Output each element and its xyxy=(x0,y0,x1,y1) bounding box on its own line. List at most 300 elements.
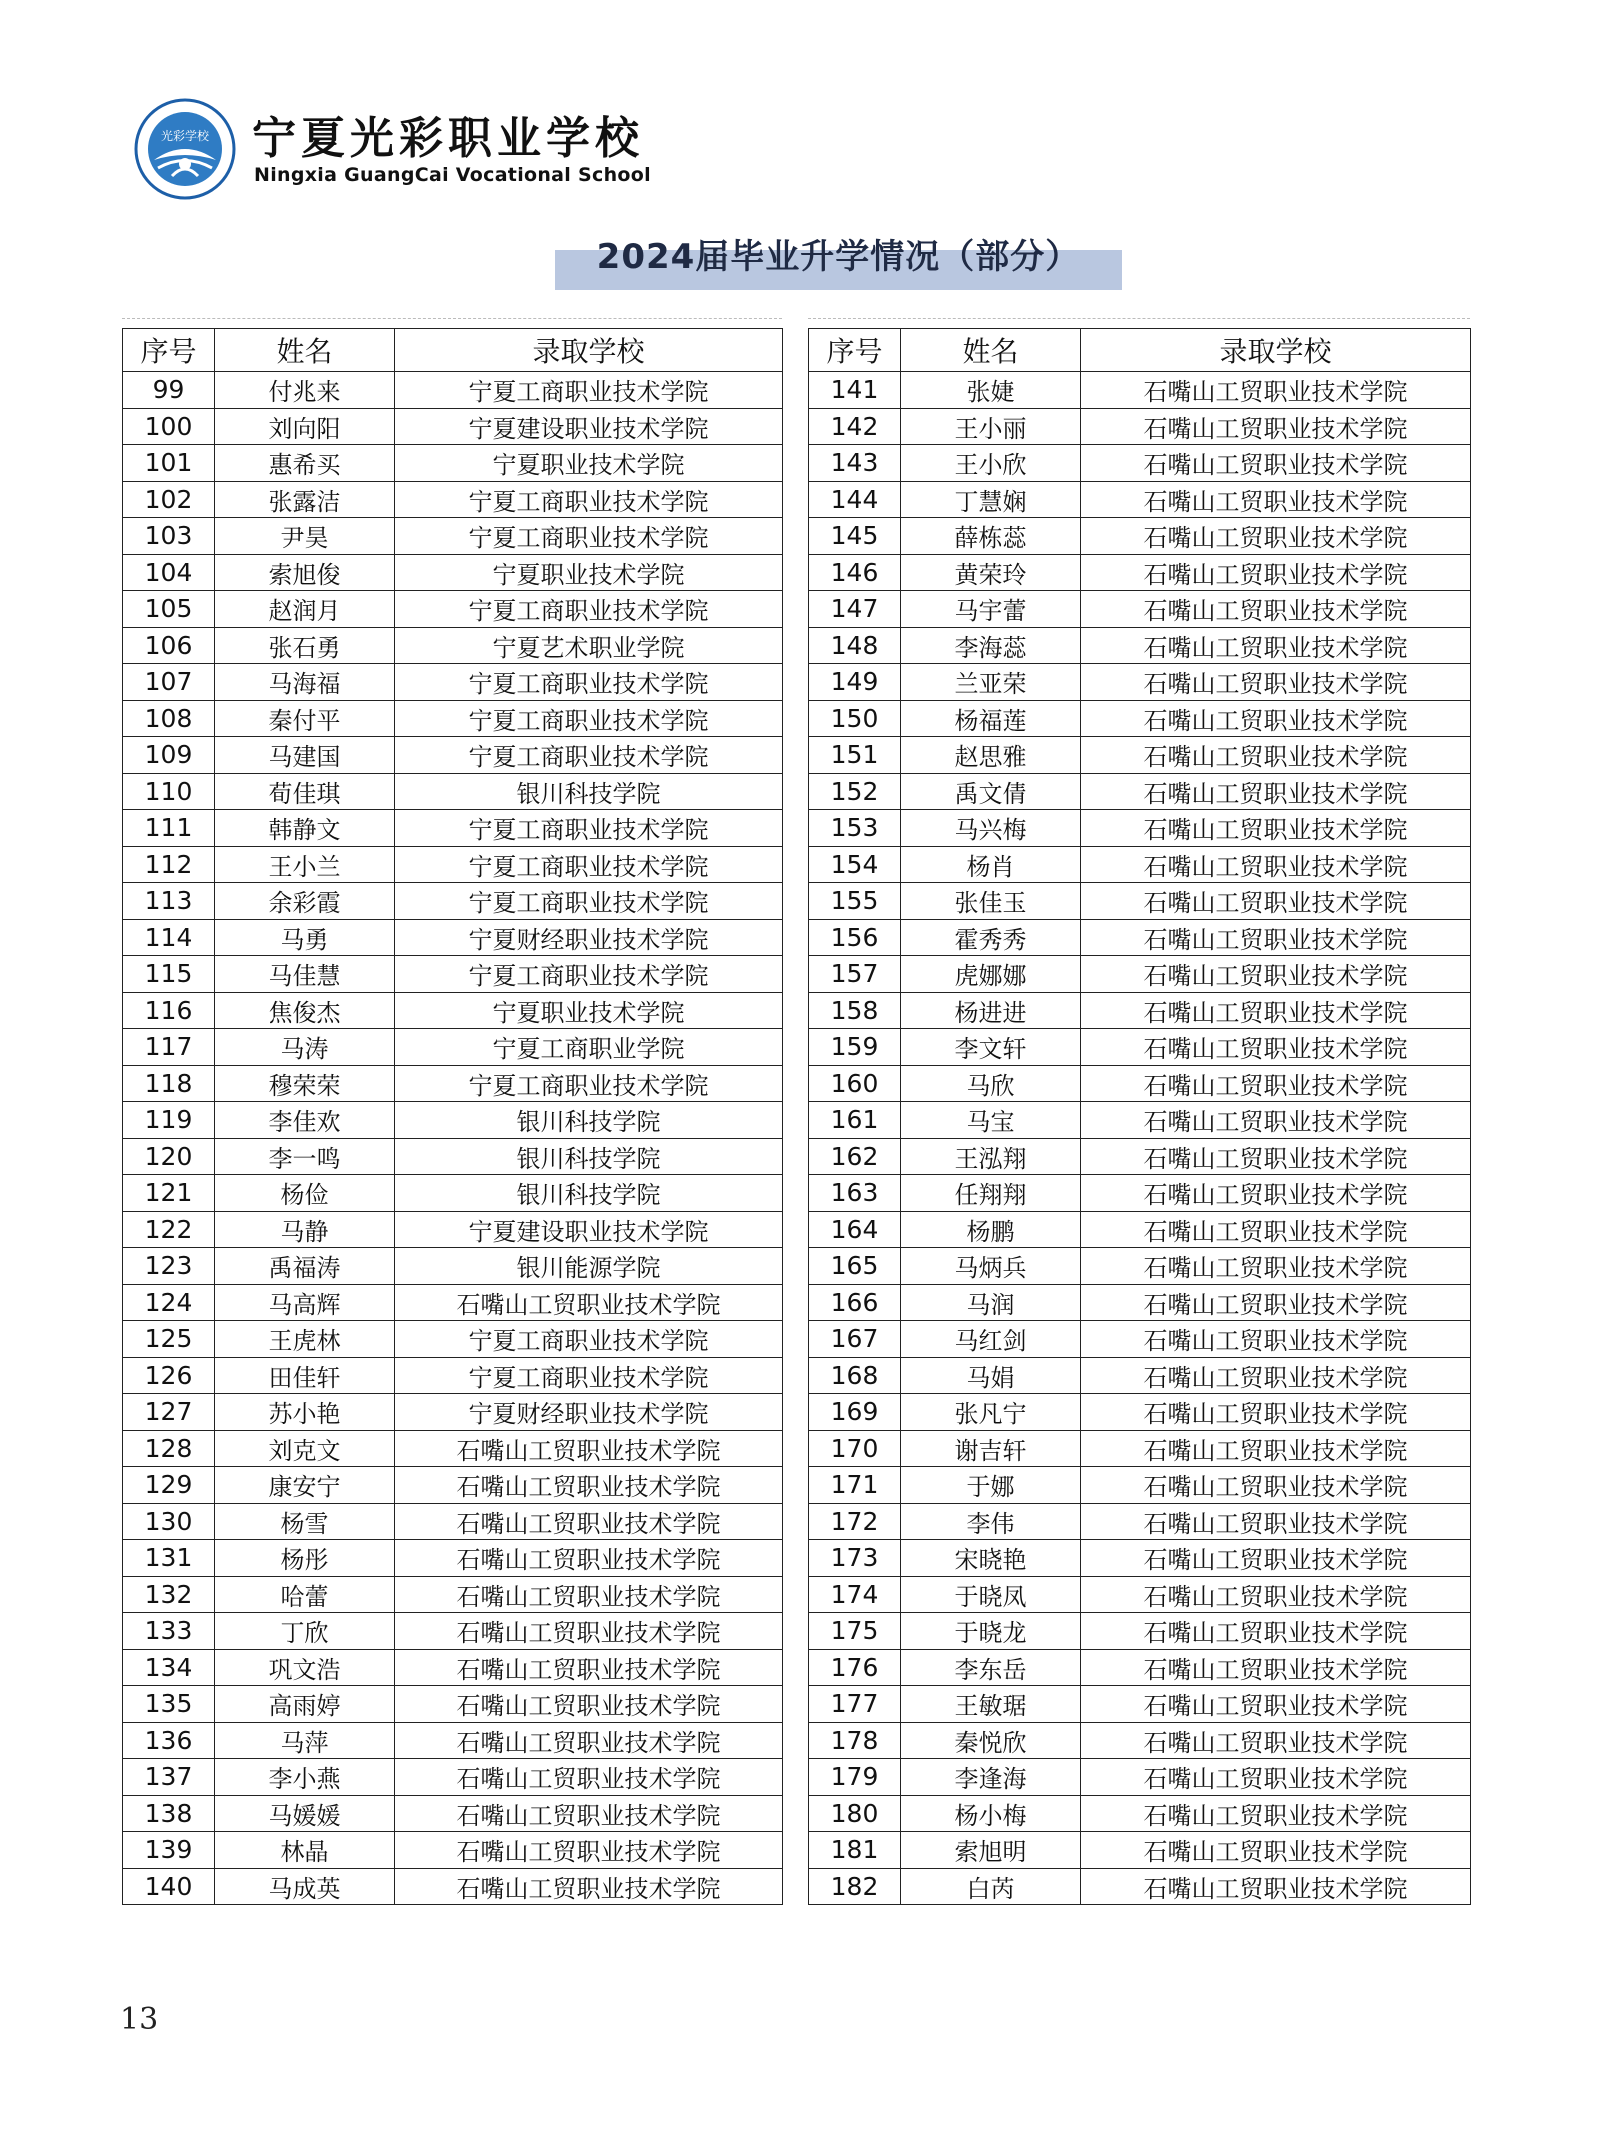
cell-name: 王敏琚 xyxy=(901,1686,1081,1723)
table-row xyxy=(809,1795,1471,1832)
cell-name: 索旭俊 xyxy=(215,554,395,591)
table-row xyxy=(809,1868,1471,1905)
cell-index: 178 xyxy=(809,1722,901,1759)
cell-school: 石嘴山工贸职业技术学院 xyxy=(1081,1576,1471,1613)
cell-index: 121 xyxy=(123,1175,215,1212)
table-row xyxy=(123,1576,783,1613)
table-row xyxy=(123,956,783,993)
cell-name: 荀佳琪 xyxy=(215,773,395,810)
cell-name: 杨福莲 xyxy=(901,700,1081,737)
table-row xyxy=(809,664,1471,701)
cell-index: 131 xyxy=(123,1540,215,1577)
cell-school: 石嘴山工贸职业技术学院 xyxy=(1081,810,1471,847)
cell-name: 杨鹏 xyxy=(901,1211,1081,1248)
table-row xyxy=(809,1029,1471,1066)
cell-index: 174 xyxy=(809,1576,901,1613)
table-row xyxy=(123,664,783,701)
table-row xyxy=(123,1832,783,1869)
table-row xyxy=(123,919,783,956)
cell-index: 137 xyxy=(123,1759,215,1796)
cell-index: 107 xyxy=(123,664,215,701)
cell-index: 118 xyxy=(123,1065,215,1102)
cell-index: 156 xyxy=(809,919,901,956)
table-row xyxy=(123,1284,783,1321)
cell-school: 石嘴山工贸职业技术学院 xyxy=(1081,591,1471,628)
cell-school: 石嘴山工贸职业技术学院 xyxy=(1081,773,1471,810)
cell-index: 133 xyxy=(123,1613,215,1650)
cell-school: 石嘴山工贸职业技术学院 xyxy=(395,1686,783,1723)
table-header-row xyxy=(123,329,783,372)
cell-school: 宁夏工商职业技术学院 xyxy=(395,481,783,518)
cell-index: 129 xyxy=(123,1467,215,1504)
cell-name: 哈蕾 xyxy=(215,1576,395,1613)
table-row xyxy=(809,1686,1471,1723)
cell-school: 宁夏工商职业技术学院 xyxy=(395,664,783,701)
table-row xyxy=(123,883,783,920)
cell-name: 马兴梅 xyxy=(901,810,1081,847)
cell-index: 165 xyxy=(809,1248,901,1285)
cell-name: 李小燕 xyxy=(215,1759,395,1796)
cell-name: 王小欣 xyxy=(901,445,1081,482)
cell-school: 石嘴山工贸职业技术学院 xyxy=(1081,1759,1471,1796)
cell-index: 146 xyxy=(809,554,901,591)
cell-name: 杨雪 xyxy=(215,1503,395,1540)
cell-name: 赵思雅 xyxy=(901,737,1081,774)
cell-name: 马勇 xyxy=(215,919,395,956)
table-row xyxy=(123,1138,783,1175)
table-row xyxy=(809,554,1471,591)
table-row xyxy=(123,518,783,555)
cell-index: 152 xyxy=(809,773,901,810)
table-row xyxy=(123,1029,783,1066)
cell-name: 王小丽 xyxy=(901,408,1081,445)
cell-school: 石嘴山工贸职业技术学院 xyxy=(395,1430,783,1467)
cell-school: 石嘴山工贸职业技术学院 xyxy=(1081,1795,1471,1832)
cell-name: 王虎林 xyxy=(215,1321,395,1358)
header-name: 姓名 xyxy=(901,329,1081,372)
cell-school: 宁夏职业技术学院 xyxy=(395,554,783,591)
cell-index: 110 xyxy=(123,773,215,810)
cell-name: 马高辉 xyxy=(215,1284,395,1321)
cell-school: 银川科技学院 xyxy=(395,773,783,810)
cell-name: 马炳兵 xyxy=(901,1248,1081,1285)
cell-index: 149 xyxy=(809,664,901,701)
cell-index: 120 xyxy=(123,1138,215,1175)
cell-name: 于晓凤 xyxy=(901,1576,1081,1613)
cell-index: 143 xyxy=(809,445,901,482)
cell-index: 173 xyxy=(809,1540,901,1577)
cell-school: 宁夏工商职业技术学院 xyxy=(395,1357,783,1394)
cell-name: 李佳欢 xyxy=(215,1102,395,1139)
table-row xyxy=(809,700,1471,737)
table-row xyxy=(123,627,783,664)
cell-index: 179 xyxy=(809,1759,901,1796)
table-row xyxy=(809,1832,1471,1869)
divider-right xyxy=(808,318,1470,320)
cell-school: 石嘴山工贸职业技术学院 xyxy=(395,1467,783,1504)
cell-index: 136 xyxy=(123,1722,215,1759)
table-row xyxy=(809,1102,1471,1139)
table-row xyxy=(123,1722,783,1759)
header-index: 序号 xyxy=(123,329,215,372)
cell-school: 石嘴山工贸职业技术学院 xyxy=(1081,1357,1471,1394)
table-row xyxy=(123,554,783,591)
cell-school: 石嘴山工贸职业技术学院 xyxy=(1081,1722,1471,1759)
cell-school: 石嘴山工贸职业技术学院 xyxy=(1081,1832,1471,1869)
cell-name: 丁欣 xyxy=(215,1613,395,1650)
school-name-en: Ningxia GuangCai Vocational School xyxy=(254,164,651,186)
cell-school: 石嘴山工贸职业技术学院 xyxy=(1081,408,1471,445)
cell-index: 138 xyxy=(123,1795,215,1832)
cell-index: 167 xyxy=(809,1321,901,1358)
table-row xyxy=(809,1467,1471,1504)
cell-name: 杨肖 xyxy=(901,846,1081,883)
cell-name: 马媛媛 xyxy=(215,1795,395,1832)
cell-name: 张露洁 xyxy=(215,481,395,518)
cell-index: 162 xyxy=(809,1138,901,1175)
cell-index: 180 xyxy=(809,1795,901,1832)
table-row xyxy=(809,1576,1471,1613)
cell-school: 石嘴山工贸职业技术学院 xyxy=(1081,1394,1471,1431)
table-row xyxy=(123,810,783,847)
table-row xyxy=(123,1102,783,1139)
cell-name: 杨小梅 xyxy=(901,1795,1081,1832)
cell-school: 石嘴山工贸职业技术学院 xyxy=(395,1832,783,1869)
cell-index: 170 xyxy=(809,1430,901,1467)
cell-index: 126 xyxy=(123,1357,215,1394)
table-row xyxy=(123,445,783,482)
cell-index: 166 xyxy=(809,1284,901,1321)
cell-index: 116 xyxy=(123,992,215,1029)
cell-school: 宁夏工商职业技术学院 xyxy=(395,372,783,409)
cell-school: 宁夏工商职业技术学院 xyxy=(395,810,783,847)
cell-index: 160 xyxy=(809,1065,901,1102)
cell-name: 尹昊 xyxy=(215,518,395,555)
table-row xyxy=(809,1503,1471,1540)
cell-name: 兰亚荣 xyxy=(901,664,1081,701)
cell-name: 马佳慧 xyxy=(215,956,395,993)
cell-school: 石嘴山工贸职业技术学院 xyxy=(1081,1211,1471,1248)
cell-name: 焦俊杰 xyxy=(215,992,395,1029)
cell-index: 128 xyxy=(123,1430,215,1467)
cell-school: 宁夏工商职业学院 xyxy=(395,1029,783,1066)
cell-name: 马成英 xyxy=(215,1868,395,1905)
cell-school: 银川科技学院 xyxy=(395,1175,783,1212)
cell-index: 175 xyxy=(809,1613,901,1650)
cell-name: 李一鸣 xyxy=(215,1138,395,1175)
cell-index: 140 xyxy=(123,1868,215,1905)
cell-school: 宁夏工商职业技术学院 xyxy=(395,518,783,555)
admission-table-left xyxy=(122,328,783,1905)
table-row xyxy=(123,1795,783,1832)
cell-index: 123 xyxy=(123,1248,215,1285)
table-header-row xyxy=(809,329,1471,372)
cell-index: 144 xyxy=(809,481,901,518)
cell-school: 石嘴山工贸职业技术学院 xyxy=(395,1759,783,1796)
table-row xyxy=(809,627,1471,664)
divider-left xyxy=(122,318,782,320)
cell-name: 李文轩 xyxy=(901,1029,1081,1066)
cell-school: 石嘴山工贸职业技术学院 xyxy=(1081,1248,1471,1285)
cell-name: 刘向阳 xyxy=(215,408,395,445)
table-row xyxy=(809,408,1471,445)
cell-name: 马建国 xyxy=(215,737,395,774)
cell-index: 127 xyxy=(123,1394,215,1431)
table-row xyxy=(809,1540,1471,1577)
header-name: 姓名 xyxy=(215,329,395,372)
table-row xyxy=(809,1138,1471,1175)
cell-name: 任翔翔 xyxy=(901,1175,1081,1212)
cell-school: 石嘴山工贸职业技术学院 xyxy=(1081,664,1471,701)
cell-index: 153 xyxy=(809,810,901,847)
table-row xyxy=(809,1722,1471,1759)
cell-index: 132 xyxy=(123,1576,215,1613)
table-row xyxy=(809,737,1471,774)
cell-school: 石嘴山工贸职业技术学院 xyxy=(1081,445,1471,482)
cell-name: 马静 xyxy=(215,1211,395,1248)
cell-index: 135 xyxy=(123,1686,215,1723)
cell-school: 银川能源学院 xyxy=(395,1248,783,1285)
cell-name: 康安宁 xyxy=(215,1467,395,1504)
cell-index: 147 xyxy=(809,591,901,628)
cell-name: 秦付平 xyxy=(215,700,395,737)
cell-index: 108 xyxy=(123,700,215,737)
table-row xyxy=(809,1430,1471,1467)
cell-name: 虎娜娜 xyxy=(901,956,1081,993)
cell-name: 杨俭 xyxy=(215,1175,395,1212)
cell-school: 石嘴山工贸职业技术学院 xyxy=(1081,700,1471,737)
cell-name: 马红剑 xyxy=(901,1321,1081,1358)
cell-school: 宁夏建设职业技术学院 xyxy=(395,408,783,445)
cell-school: 石嘴山工贸职业技术学院 xyxy=(395,1649,783,1686)
table-row xyxy=(809,591,1471,628)
header-school: 录取学校 xyxy=(1081,329,1471,372)
cell-name: 马海福 xyxy=(215,664,395,701)
page-number: 13 xyxy=(120,2002,159,2037)
cell-name: 韩静文 xyxy=(215,810,395,847)
cell-name: 穆荣荣 xyxy=(215,1065,395,1102)
table-row xyxy=(123,1394,783,1431)
table-row xyxy=(123,846,783,883)
cell-name: 张佳玉 xyxy=(901,883,1081,920)
cell-index: 181 xyxy=(809,1832,901,1869)
cell-index: 102 xyxy=(123,481,215,518)
admission-table-right xyxy=(808,328,1471,1905)
cell-index: 100 xyxy=(123,408,215,445)
cell-school: 宁夏职业技术学院 xyxy=(395,445,783,482)
cell-index: 99 xyxy=(123,372,215,409)
cell-index: 159 xyxy=(809,1029,901,1066)
cell-school: 石嘴山工贸职业技术学院 xyxy=(1081,1686,1471,1723)
cell-index: 168 xyxy=(809,1357,901,1394)
cell-school: 宁夏艺术职业学院 xyxy=(395,627,783,664)
cell-name: 禹文倩 xyxy=(901,773,1081,810)
cell-index: 158 xyxy=(809,992,901,1029)
table-row xyxy=(123,700,783,737)
cell-index: 106 xyxy=(123,627,215,664)
cell-school: 石嘴山工贸职业技术学院 xyxy=(1081,919,1471,956)
cell-name: 付兆来 xyxy=(215,372,395,409)
table-row xyxy=(123,1211,783,1248)
cell-school: 石嘴山工贸职业技术学院 xyxy=(1081,1175,1471,1212)
cell-index: 134 xyxy=(123,1649,215,1686)
cell-name: 杨进进 xyxy=(901,992,1081,1029)
table-row xyxy=(123,1686,783,1723)
cell-name: 白芮 xyxy=(901,1868,1081,1905)
cell-name: 张婕 xyxy=(901,372,1081,409)
cell-school: 银川科技学院 xyxy=(395,1102,783,1139)
cell-name: 李东岳 xyxy=(901,1649,1081,1686)
table-row xyxy=(809,1284,1471,1321)
cell-index: 115 xyxy=(123,956,215,993)
table-row xyxy=(809,481,1471,518)
cell-school: 宁夏工商职业技术学院 xyxy=(395,846,783,883)
cell-name: 余彩霞 xyxy=(215,883,395,920)
cell-school: 石嘴山工贸职业技术学院 xyxy=(1081,1138,1471,1175)
cell-school: 宁夏财经职业技术学院 xyxy=(395,1394,783,1431)
cell-name: 马涛 xyxy=(215,1029,395,1066)
cell-index: 171 xyxy=(809,1467,901,1504)
table-row xyxy=(809,1065,1471,1102)
cell-name: 刘克文 xyxy=(215,1430,395,1467)
cell-name: 索旭明 xyxy=(901,1832,1081,1869)
cell-school: 石嘴山工贸职业技术学院 xyxy=(1081,1503,1471,1540)
table-row xyxy=(123,1321,783,1358)
table-row xyxy=(123,591,783,628)
cell-index: 145 xyxy=(809,518,901,555)
cell-school: 石嘴山工贸职业技术学院 xyxy=(1081,1868,1471,1905)
cell-index: 122 xyxy=(123,1211,215,1248)
cell-school: 石嘴山工贸职业技术学院 xyxy=(1081,737,1471,774)
cell-name: 田佳轩 xyxy=(215,1357,395,1394)
table-row xyxy=(123,372,783,409)
cell-school: 石嘴山工贸职业技术学院 xyxy=(395,1868,783,1905)
cell-index: 124 xyxy=(123,1284,215,1321)
cell-school: 石嘴山工贸职业技术学院 xyxy=(1081,1540,1471,1577)
school-emblem-icon xyxy=(134,98,236,200)
cell-name: 马润 xyxy=(901,1284,1081,1321)
table-row xyxy=(123,408,783,445)
cell-index: 155 xyxy=(809,883,901,920)
cell-name: 张石勇 xyxy=(215,627,395,664)
cell-school: 石嘴山工贸职业技术学院 xyxy=(1081,1321,1471,1358)
cell-name: 薛栋蕊 xyxy=(901,518,1081,555)
table-row xyxy=(123,481,783,518)
table-row xyxy=(809,773,1471,810)
logo-inner-text: 光彩学校 xyxy=(160,129,210,143)
cell-index: 177 xyxy=(809,1686,901,1723)
cell-name: 王泓翔 xyxy=(901,1138,1081,1175)
cell-school: 石嘴山工贸职业技术学院 xyxy=(1081,554,1471,591)
cell-school: 银川科技学院 xyxy=(395,1138,783,1175)
cell-index: 103 xyxy=(123,518,215,555)
cell-index: 163 xyxy=(809,1175,901,1212)
cell-school: 石嘴山工贸职业技术学院 xyxy=(1081,1102,1471,1139)
cell-school: 石嘴山工贸职业技术学院 xyxy=(1081,883,1471,920)
cell-school: 石嘴山工贸职业技术学院 xyxy=(395,1503,783,1540)
cell-name: 林晶 xyxy=(215,1832,395,1869)
cell-index: 114 xyxy=(123,919,215,956)
cell-school: 石嘴山工贸职业技术学院 xyxy=(1081,518,1471,555)
header-index: 序号 xyxy=(809,329,901,372)
cell-index: 104 xyxy=(123,554,215,591)
cell-school: 石嘴山工贸职业技术学院 xyxy=(1081,956,1471,993)
table-row xyxy=(809,518,1471,555)
cell-index: 157 xyxy=(809,956,901,993)
table-row xyxy=(809,372,1471,409)
cell-school: 宁夏工商职业技术学院 xyxy=(395,883,783,920)
cell-name: 马欣 xyxy=(901,1065,1081,1102)
cell-school: 宁夏工商职业技术学院 xyxy=(395,1065,783,1102)
cell-school: 石嘴山工贸职业技术学院 xyxy=(1081,1649,1471,1686)
table-row xyxy=(123,1503,783,1540)
table-row xyxy=(809,883,1471,920)
cell-index: 125 xyxy=(123,1321,215,1358)
table-row xyxy=(123,1175,783,1212)
cell-index: 142 xyxy=(809,408,901,445)
school-name-cn: 宁夏光彩职业学校 xyxy=(252,113,644,164)
cell-index: 154 xyxy=(809,846,901,883)
cell-index: 139 xyxy=(123,1832,215,1869)
cell-name: 赵润月 xyxy=(215,591,395,628)
cell-index: 182 xyxy=(809,1868,901,1905)
cell-name: 高雨婷 xyxy=(215,1686,395,1723)
cell-index: 164 xyxy=(809,1211,901,1248)
cell-index: 141 xyxy=(809,372,901,409)
cell-school: 石嘴山工贸职业技术学院 xyxy=(1081,1065,1471,1102)
table-row xyxy=(123,1759,783,1796)
cell-index: 117 xyxy=(123,1029,215,1066)
cell-school: 石嘴山工贸职业技术学院 xyxy=(1081,1613,1471,1650)
table-row xyxy=(809,810,1471,847)
cell-index: 109 xyxy=(123,737,215,774)
table-row xyxy=(123,1065,783,1102)
cell-school: 石嘴山工贸职业技术学院 xyxy=(395,1795,783,1832)
cell-school: 石嘴山工贸职业技术学院 xyxy=(1081,481,1471,518)
cell-school: 石嘴山工贸职业技术学院 xyxy=(1081,992,1471,1029)
table-row xyxy=(123,1467,783,1504)
table-row xyxy=(123,1430,783,1467)
cell-name: 马宇蕾 xyxy=(901,591,1081,628)
cell-index: 112 xyxy=(123,846,215,883)
cell-name: 张凡宁 xyxy=(901,1394,1081,1431)
cell-name: 宋晓艳 xyxy=(901,1540,1081,1577)
cell-index: 176 xyxy=(809,1649,901,1686)
table-row xyxy=(809,919,1471,956)
cell-name: 黄荣玲 xyxy=(901,554,1081,591)
table-row xyxy=(809,846,1471,883)
cell-name: 李海蕊 xyxy=(901,627,1081,664)
cell-index: 172 xyxy=(809,1503,901,1540)
cell-school: 宁夏工商职业技术学院 xyxy=(395,737,783,774)
cell-index: 130 xyxy=(123,1503,215,1540)
cell-school: 石嘴山工贸职业技术学院 xyxy=(395,1576,783,1613)
cell-index: 161 xyxy=(809,1102,901,1139)
cell-index: 148 xyxy=(809,627,901,664)
cell-school: 宁夏工商职业技术学院 xyxy=(395,1321,783,1358)
cell-name: 苏小艳 xyxy=(215,1394,395,1431)
cell-school: 石嘴山工贸职业技术学院 xyxy=(1081,846,1471,883)
page-title: 2024届毕业升学情况（部分） xyxy=(596,237,1081,277)
table-row xyxy=(809,1321,1471,1358)
cell-school: 石嘴山工贸职业技术学院 xyxy=(1081,1430,1471,1467)
cell-name: 王小兰 xyxy=(215,846,395,883)
cell-school: 石嘴山工贸职业技术学院 xyxy=(395,1722,783,1759)
cell-index: 150 xyxy=(809,700,901,737)
cell-school: 宁夏财经职业技术学院 xyxy=(395,919,783,956)
cell-name: 巩文浩 xyxy=(215,1649,395,1686)
cell-school: 宁夏工商职业技术学院 xyxy=(395,591,783,628)
